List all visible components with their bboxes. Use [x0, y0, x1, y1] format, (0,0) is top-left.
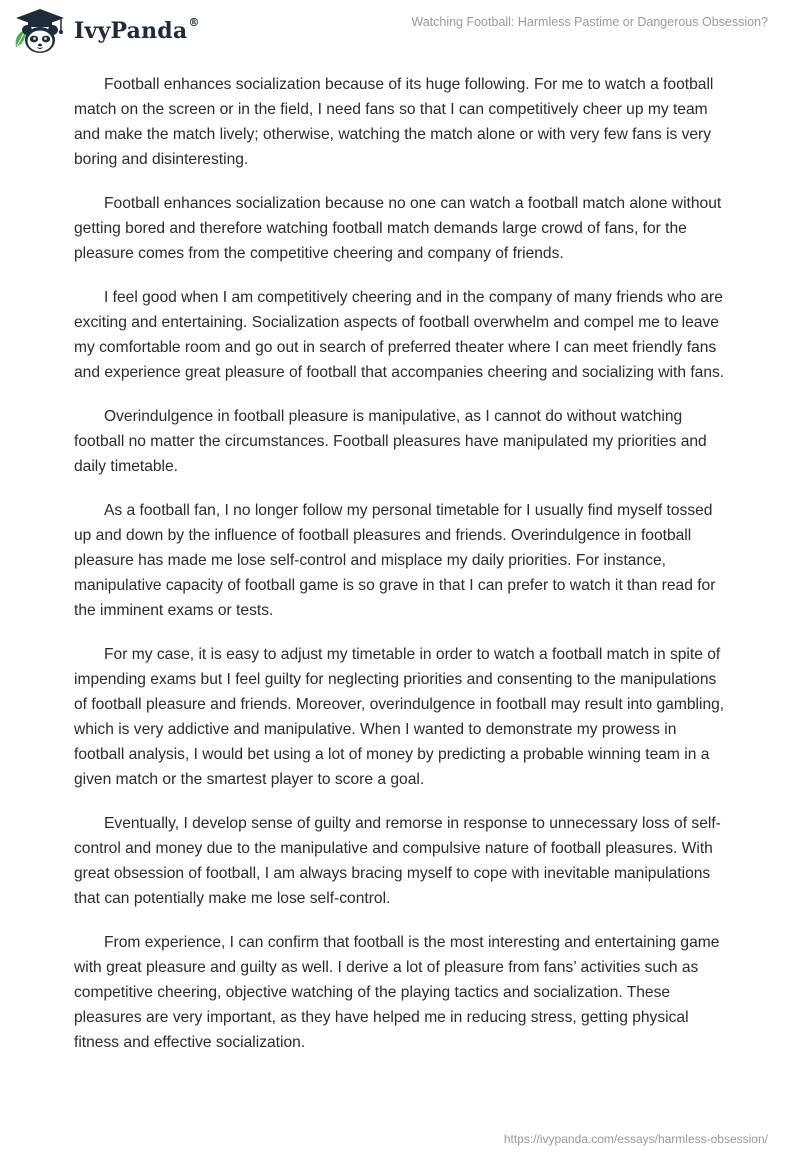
essay-paragraph: Overindulgence in football pleasure is manipulative, as I cannot do without watching football no matter the circumstances. Football pleasures have manipulated my priorities and daily timetable. — [74, 408, 707, 475]
essay-paragraph: Football enhances socialization because of its huge following. For me to watch a football match on the screen or in the field, I need fans so that I can competitively cheer up my team and make the match lively; otherwise, watching the match alone or with very few fans is very boring and disinteresting. — [74, 76, 714, 168]
essay-paragraph: From experience, I can confirm that football is the most interesting and entertaining game with great pleasure and guilty as well. I derive a lot of pleasure from fans’ activities such as competitive cheering, objective watching of the playing tactics and socialization. These pleasures are very important, as they have helped me in reducing stress, getting physical fitness and effective socialization. — [74, 934, 720, 1051]
brand-name-text: IvyPanda — [74, 18, 188, 44]
essay-paragraph: Eventually, I develop sense of guilty and remorse in response to unnecessary loss of self-control and money due to the manipulative and compulsive nature of football pleasures. With great obsession of football, I am always bracing myself to cope with inevitable manipulations that can potentially make me lose self-control. — [74, 815, 721, 907]
essay-paragraph: For my case, it is easy to adjust my timetable in order to watch a football match in spite of impending exams but I feel guilty for neglecting priorities and consenting to the manipulations of football pleasure and friends. Moreover, overindulgence in football may result into gambling, which is very addictive and manipulative. When I wanted to demonstrate my prowess in football analysis, I would bet using a lot of money by predicting a probable winning team in a given match or the smartest player to score a goal. — [74, 646, 725, 788]
essay-paragraph: As a football fan, I no longer follow my personal timetable for I usually find myself tossed up and down by the influence of football pleasures and friends. Overindulgence in football pleasure has made me lose self-control and misplace my daily priorities. For instance, manipulative capacity of football game is so grave in that I can prefer to watch it than read for the imminent exams or tests. — [74, 502, 716, 619]
brand-name — [74, 18, 200, 44]
essay-content — [74, 72, 730, 1074]
document-title: Watching Football: Harmless Pastime or Dangerous Obsession? — [411, 15, 768, 29]
registered-mark: ® — [188, 16, 200, 29]
panda-graduate-logo-icon — [12, 7, 68, 55]
essay-paragraph: Football enhances socialization because no one can watch a football match alone without getting bored and therefore watching football match demands large crowd of fans, for the pleasure comes from the competitive cheering and company of friends. — [74, 195, 722, 262]
essay-paragraph: I feel good when I am competitively cheering and in the company of many friends who are exciting and entertaining. Socialization aspects of football overwhelm and compel me to leave my comfortable room and go out in search of preferred theater where I can meet friendly fans and experience great pleasure of football that accompanies cheering and socializing with fans. — [74, 289, 725, 381]
footer-source-url[interactable]: https://ivypanda.com/essays/harmless-obsession/ — [503, 1132, 768, 1146]
page-header — [0, 0, 800, 60]
brand-logo-link[interactable] — [12, 6, 200, 56]
